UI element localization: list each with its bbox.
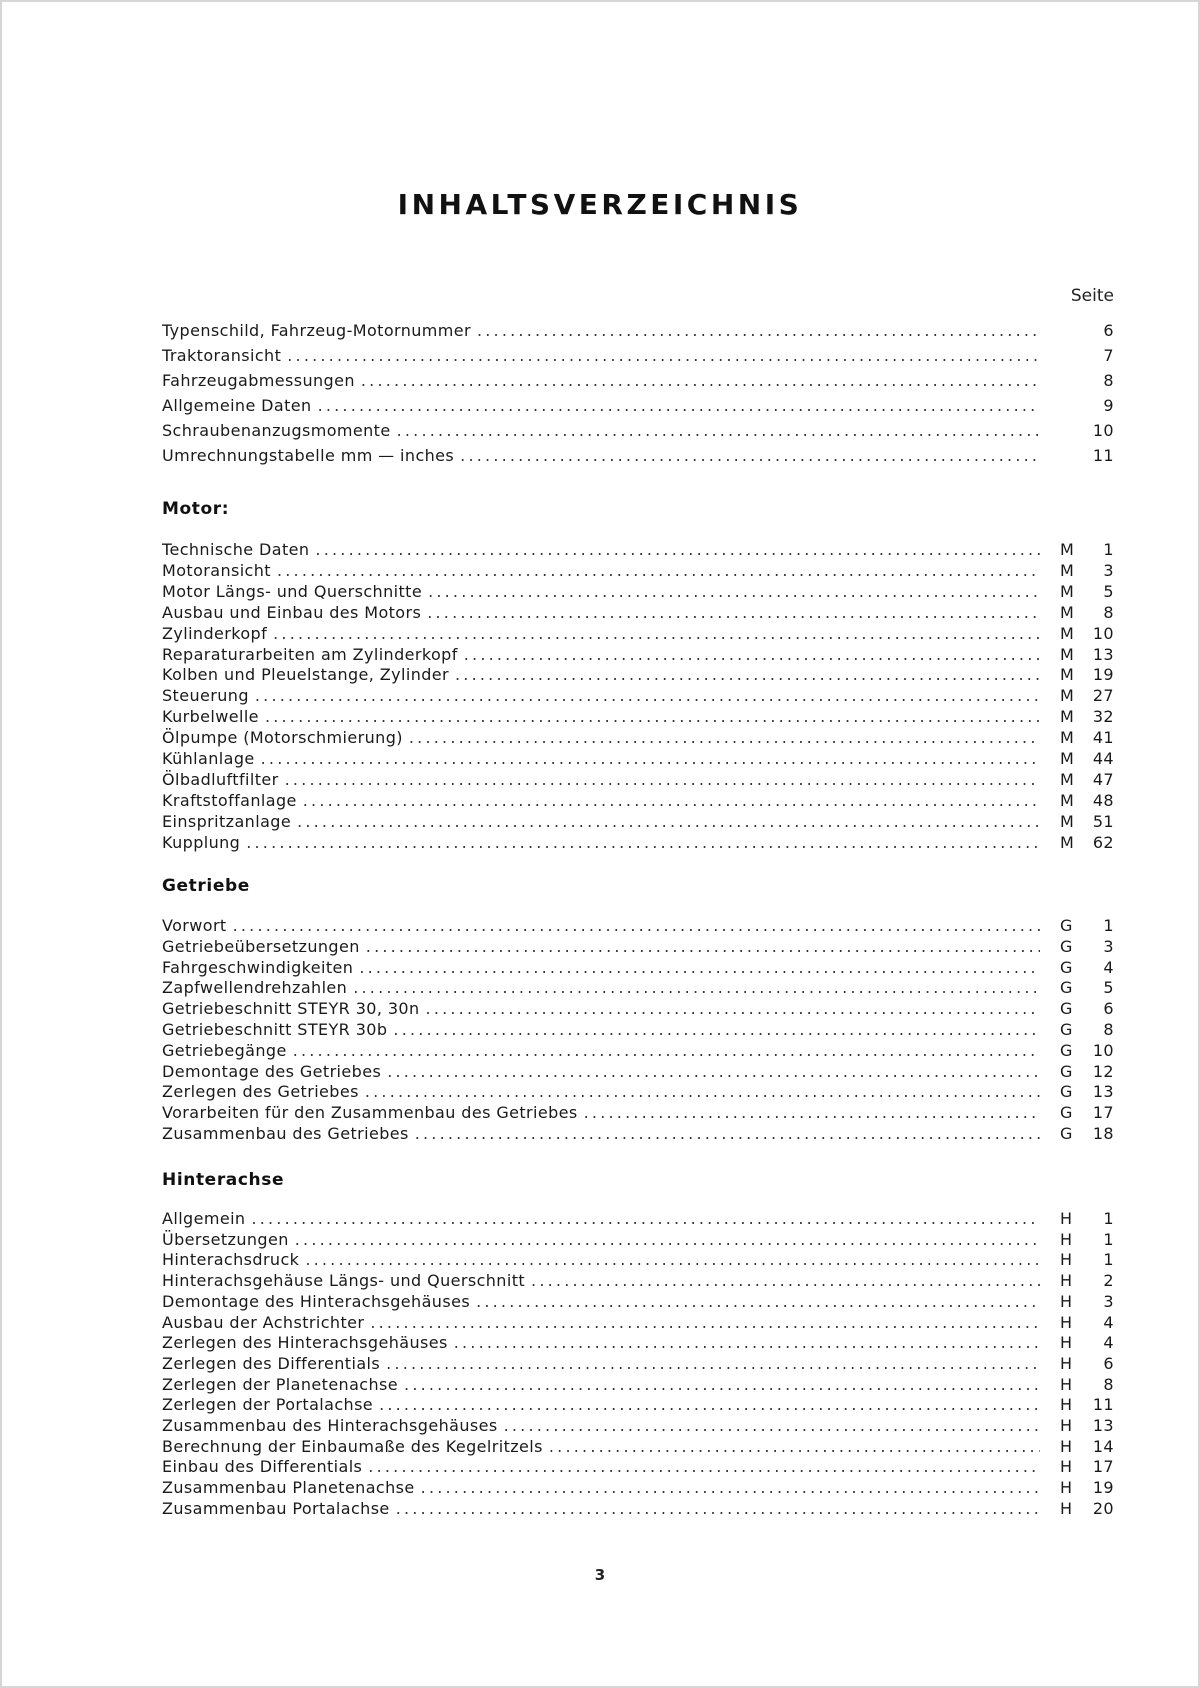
toc-entry-leader — [162, 1123, 1040, 1144]
toc-entry — [162, 664, 1114, 685]
toc-entry-title: Vorarbeiten für den Zusammenbau des Getriebes — [162, 1103, 578, 1123]
toc-entry-title: Traktoransicht — [162, 346, 282, 365]
toc-entry — [162, 957, 1114, 978]
toc-entry-page: 3 — [1103, 1291, 1114, 1311]
toc-entry-section-letter: G — [1060, 1082, 1073, 1102]
toc-entry-page: 19 — [1092, 665, 1114, 685]
toc-entry-section-letter: M — [1060, 728, 1075, 748]
toc-entry — [162, 539, 1114, 560]
toc-entry-title: Motor Längs- und Querschnitte — [162, 581, 423, 601]
page-number: 3 — [594, 1566, 606, 1584]
toc-entry — [162, 915, 1114, 936]
toc-entry-page: 44 — [1092, 749, 1114, 768]
toc-entry-section-letter: G — [1060, 999, 1073, 1019]
toc-entry — [162, 1123, 1114, 1144]
toc-entry — [162, 1061, 1114, 1082]
toc-entry — [162, 1436, 1114, 1457]
toc-entry-section-letter: H — [1060, 1416, 1073, 1435]
toc-entry-title: Ausbau der Achstrichter — [162, 1312, 365, 1332]
toc-entry-page: 13 — [1092, 644, 1114, 664]
toc-entry — [162, 1229, 1114, 1250]
toc-entry-title: Zerlegen des Differentials — [162, 1353, 381, 1373]
toc-entry-title: Kühlanlage — [162, 749, 255, 768]
toc-entry-section-letter: H — [1060, 1374, 1073, 1394]
toc-entry-section-letter: G — [1060, 1061, 1073, 1081]
toc-entry — [162, 1249, 1114, 1270]
toc-entry — [162, 1270, 1114, 1291]
toc-entry — [162, 345, 1114, 366]
toc-entry-leader — [162, 623, 1040, 644]
toc-entry-section-letter: H — [1060, 1271, 1073, 1291]
toc-entry — [162, 1456, 1114, 1477]
toc-entry-section-letter: G — [1060, 1103, 1073, 1123]
toc-entry-leader — [162, 811, 1040, 832]
toc-entry-leader — [162, 345, 1040, 366]
toc-entry — [162, 1291, 1114, 1312]
toc-entry-leader — [162, 1249, 1040, 1270]
toc-entry-page: 4 — [1103, 957, 1114, 977]
toc-entry-page: 3 — [1103, 560, 1114, 580]
toc-entry-title: Getriebeschnitt STEYR 30b — [162, 1020, 388, 1039]
toc-entry-section-letter: H — [1060, 1436, 1073, 1456]
toc-entry-leader — [162, 1102, 1040, 1123]
toc-entry-leader — [162, 748, 1040, 769]
toc-entry-section-letter: M — [1060, 602, 1075, 622]
toc-entry-title: Zapfwellendrehzahlen — [162, 978, 348, 998]
toc-entry-title: Hinterachsgehäuse Längs- und Querschnitt — [162, 1271, 526, 1291]
toc-entry-leader — [162, 1456, 1040, 1477]
toc-entry-page: 13 — [1092, 1416, 1114, 1435]
toc-entry — [162, 1332, 1114, 1353]
toc-entry-title: Schraubenanzugsmomente — [162, 421, 391, 440]
toc-entry-section-letter: M — [1060, 686, 1075, 706]
toc-entry — [162, 748, 1114, 769]
toc-entry-section-letter: G — [1060, 936, 1073, 956]
toc-entry — [162, 936, 1114, 957]
toc-entry-title: Fahrzeugabmessungen — [162, 371, 355, 390]
toc-entry-leader — [162, 706, 1040, 727]
toc-entry — [162, 1312, 1114, 1333]
toc-entry-leader — [162, 1291, 1040, 1312]
toc-entry-leader — [162, 957, 1040, 978]
toc-entry-leader — [162, 1332, 1040, 1353]
toc-entry-leader — [162, 1081, 1040, 1102]
toc-entry-page: 20 — [1092, 1498, 1114, 1518]
toc-entry-leader — [162, 790, 1040, 811]
toc-entry-page: 17 — [1092, 1103, 1114, 1123]
toc-entry-leader — [162, 644, 1040, 665]
toc-entry-page: 11 — [1092, 446, 1114, 465]
toc-entry-leader — [162, 1353, 1040, 1374]
toc-entry-section-letter: H — [1060, 1229, 1073, 1249]
toc-entry — [162, 320, 1114, 341]
seite-column-header: Seite — [1070, 286, 1114, 306]
toc-entry-title: Fahrgeschwindigkeiten — [162, 957, 354, 977]
toc-entry-title: Kurbelwelle — [162, 707, 259, 727]
toc-entry-title: Zusammenbau Planetenachse — [162, 1478, 415, 1498]
toc-entry — [162, 420, 1114, 441]
toc-entry-leader — [162, 1415, 1040, 1436]
toc-entry-leader — [162, 1436, 1040, 1457]
toc-entry — [162, 1019, 1114, 1040]
toc-entry-leader — [162, 395, 1040, 416]
toc-entry-section-letter: G — [1060, 1020, 1073, 1039]
toc-entry — [162, 1040, 1114, 1061]
toc-entry — [162, 1081, 1114, 1102]
toc-entry-page: 10 — [1092, 421, 1114, 440]
toc-entry-title: Technische Daten — [162, 540, 310, 559]
toc-entry-page: 18 — [1092, 1124, 1114, 1143]
toc-entry-title: Vorwort — [162, 916, 227, 935]
toc-entry-page: 2 — [1103, 1271, 1114, 1291]
toc-entry-leader — [162, 1019, 1040, 1040]
toc-entry-page: 10 — [1092, 623, 1114, 643]
toc-entry-page: 17 — [1092, 1457, 1114, 1477]
toc-entry-page: 1 — [1103, 1229, 1114, 1249]
toc-entry — [162, 560, 1114, 581]
toc-entry-title: Ölpumpe (Motorschmierung) — [162, 728, 403, 748]
toc-entry-section-letter: M — [1060, 540, 1075, 559]
toc-entry-section-letter: H — [1060, 1457, 1073, 1477]
toc-entry — [162, 370, 1114, 391]
toc-entry — [162, 1477, 1114, 1498]
toc-entry-title: Umrechnungstabelle mm — inches — [162, 446, 455, 465]
toc-entry-title: Kupplung — [162, 832, 241, 852]
toc-entry-page: 48 — [1092, 790, 1114, 810]
toc-entry-leader — [162, 1498, 1040, 1519]
toc-entry-title: Zusammenbau des Getriebes — [162, 1124, 409, 1143]
toc-entry-leader — [162, 1477, 1040, 1498]
toc-entry-leader — [162, 1061, 1040, 1082]
toc-entry-page: 4 — [1103, 1312, 1114, 1332]
toc-entry-section-letter: H — [1060, 1498, 1073, 1518]
toc-entry-section-letter: H — [1060, 1353, 1073, 1373]
toc-entry-title: Hinterachsdruck — [162, 1250, 300, 1270]
toc-entry-leader — [162, 560, 1040, 581]
toc-entry-page: 1 — [1103, 916, 1114, 935]
toc-entry-title: Zusammenbau Portalachse — [162, 1498, 390, 1518]
toc-entry-page: 32 — [1092, 707, 1114, 727]
toc-entry — [162, 727, 1114, 748]
toc-entry-title: Getriebegänge — [162, 1040, 287, 1060]
toc-entry — [162, 395, 1114, 416]
toc-entry — [162, 1415, 1114, 1436]
toc-entry-leader — [162, 1312, 1040, 1333]
toc-entry-page: 8 — [1103, 602, 1114, 622]
toc-entry-section-letter: H — [1060, 1250, 1073, 1270]
toc-entry-title: Kolben und Pleuelstange, Zylinder — [162, 665, 450, 685]
toc-entry-section-letter: G — [1060, 1124, 1073, 1143]
toc-entry — [162, 998, 1114, 1019]
toc-entry-page: 6 — [1103, 321, 1114, 340]
toc-entry-section-letter: H — [1060, 1312, 1073, 1332]
toc-entry-title: Demontage des Getriebes — [162, 1061, 382, 1081]
toc-entry-section-letter: M — [1060, 623, 1075, 643]
toc-entry-page: 6 — [1103, 999, 1114, 1019]
toc-entry-section-letter: M — [1060, 832, 1075, 852]
toc-entry — [162, 1498, 1114, 1519]
toc-entry — [162, 623, 1114, 644]
toc-entry-page: 7 — [1103, 346, 1114, 365]
toc-entry-title: Übersetzungen — [162, 1229, 289, 1249]
toc-entry-page: 10 — [1092, 1040, 1114, 1060]
toc-entry — [162, 602, 1114, 623]
toc-entry-title: Ölbadluftfilter — [162, 769, 279, 789]
toc-entry-page: 9 — [1103, 396, 1114, 415]
toc-entry-leader — [162, 1270, 1040, 1291]
toc-entry — [162, 1102, 1114, 1123]
toc-entry-leader — [162, 977, 1040, 998]
toc-entry-title: Typenschild, Fahrzeug-Motornummer — [162, 321, 471, 340]
toc-entry-title: Zusammenbau des Hinterachsgehäuses — [162, 1416, 498, 1435]
toc-entry-page: 8 — [1103, 1020, 1114, 1039]
toc-entry-title: Zerlegen des Hinterachsgehäuses — [162, 1333, 448, 1353]
toc-entry-leader — [162, 602, 1040, 623]
toc-entry-page: 4 — [1103, 1333, 1114, 1353]
toc-entry-page: 13 — [1092, 1082, 1114, 1102]
toc-entry-leader — [162, 998, 1040, 1019]
toc-entry-section-letter: H — [1060, 1291, 1073, 1311]
toc-entry-page: 1 — [1103, 1250, 1114, 1270]
toc-entry-section-letter: H — [1060, 1395, 1073, 1415]
toc-entry-title: Zerlegen der Portalachse — [162, 1395, 374, 1415]
toc-entry-section-letter: H — [1060, 1209, 1073, 1228]
toc-entry-section-letter: M — [1060, 811, 1075, 831]
toc-entry-page: 5 — [1103, 978, 1114, 998]
toc-entry-title: Zerlegen des Getriebes — [162, 1082, 359, 1102]
toc-entry-title: Berechnung der Einbaumaße des Kegelritzels — [162, 1436, 543, 1456]
toc-entry-page: 14 — [1092, 1436, 1114, 1456]
section-heading: Hinterachse — [162, 1170, 285, 1190]
toc-entry-section-letter: H — [1060, 1478, 1073, 1498]
toc-entry — [162, 790, 1114, 811]
toc-entry-title: Steuerung — [162, 686, 249, 706]
toc-entry-title: Einbau des Differentials — [162, 1457, 363, 1477]
toc-entry-leader — [162, 420, 1040, 441]
toc-entry-page: 27 — [1092, 686, 1114, 706]
toc-entry-leader — [162, 915, 1040, 936]
toc-entry-title: Zerlegen der Planetenachse — [162, 1374, 399, 1394]
toc-entry-section-letter: M — [1060, 769, 1075, 789]
toc-entry — [162, 1208, 1114, 1229]
toc-entry-leader — [162, 727, 1040, 748]
page-title: INHALTSVERZEICHNIS — [397, 188, 803, 221]
toc-entry-leader — [162, 832, 1040, 853]
toc-entry-leader — [162, 664, 1040, 685]
toc-entry-section-letter: G — [1060, 1040, 1073, 1060]
toc-entry-title: Allgemeine Daten — [162, 396, 312, 415]
toc-entry-leader — [162, 1040, 1040, 1061]
toc-entry — [162, 977, 1114, 998]
toc-entry-leader — [162, 1229, 1040, 1250]
toc-entry-title: Getriebeübersetzungen — [162, 936, 360, 956]
toc-entry-section-letter: H — [1060, 1333, 1073, 1353]
toc-entry-page: 41 — [1092, 728, 1114, 748]
toc-entry — [162, 685, 1114, 706]
toc-entry-leader — [162, 769, 1040, 790]
section-heading: Getriebe — [162, 876, 250, 896]
toc-entry-leader — [162, 1394, 1040, 1415]
toc-entry-section-letter: M — [1060, 644, 1075, 664]
toc-entry-title: Einspritzanlage — [162, 811, 292, 831]
toc-entry-title: Zylinderkopf — [162, 623, 268, 643]
toc-entry — [162, 811, 1114, 832]
toc-entry-page: 8 — [1103, 1374, 1114, 1394]
toc-entry-leader — [162, 936, 1040, 957]
toc-entry-leader — [162, 1374, 1040, 1395]
toc-entry-page: 12 — [1092, 1061, 1114, 1081]
toc-entry-title: Motoransicht — [162, 560, 271, 580]
toc-entry — [162, 1394, 1114, 1415]
toc-entry — [162, 832, 1114, 853]
toc-entry-title: Demontage des Hinterachsgehäuses — [162, 1291, 471, 1311]
toc-entry-page: 8 — [1103, 371, 1114, 390]
toc-entry — [162, 706, 1114, 727]
toc-entry-title: Kraftstoffanlage — [162, 790, 297, 810]
section-heading: Motor: — [162, 499, 230, 519]
toc-entry-section-letter: M — [1060, 707, 1075, 727]
toc-entry-leader — [162, 1208, 1040, 1229]
toc-entry-section-letter: M — [1060, 790, 1075, 810]
toc-entry-page: 19 — [1092, 1478, 1114, 1498]
toc-entry-page: 6 — [1103, 1353, 1114, 1373]
toc-entry-section-letter: M — [1060, 581, 1075, 601]
toc-entry-page: 51 — [1092, 811, 1114, 831]
toc-entry — [162, 769, 1114, 790]
toc-entry-page: 47 — [1092, 769, 1114, 789]
toc-entry — [162, 644, 1114, 665]
toc-entry-title: Reparaturarbeiten am Zylinderkopf — [162, 644, 458, 664]
toc-entry-leader — [162, 370, 1040, 391]
toc-entry-title: Allgemein — [162, 1209, 246, 1228]
toc-entry-leader — [162, 581, 1040, 602]
toc-entry — [162, 581, 1114, 602]
toc-entry-section-letter: M — [1060, 749, 1075, 768]
toc-entry-section-letter: G — [1060, 978, 1073, 998]
toc-entry-title: Getriebeschnitt STEYR 30, 30n — [162, 999, 420, 1019]
toc-entry-page: 3 — [1103, 936, 1114, 956]
toc-entry-leader — [162, 445, 1040, 466]
toc-entry-leader — [162, 539, 1040, 560]
toc-entry — [162, 445, 1114, 466]
toc-entry-title: Ausbau und Einbau des Motors — [162, 602, 422, 622]
toc-entry — [162, 1374, 1114, 1395]
toc-entry-leader — [162, 320, 1040, 341]
toc-entry-page: 1 — [1103, 1209, 1114, 1228]
toc-entry-page: 62 — [1092, 832, 1114, 852]
toc-entry-leader — [162, 685, 1040, 706]
toc-entry-page: 5 — [1103, 581, 1114, 601]
toc-entry-section-letter: G — [1060, 916, 1073, 935]
toc-entry-section-letter: M — [1060, 560, 1075, 580]
toc-entry — [162, 1353, 1114, 1374]
toc-entry-section-letter: M — [1060, 665, 1075, 685]
toc-entry-page: 1 — [1103, 540, 1114, 559]
toc-entry-page: 11 — [1092, 1395, 1114, 1415]
toc-entry-section-letter: G — [1060, 957, 1073, 977]
